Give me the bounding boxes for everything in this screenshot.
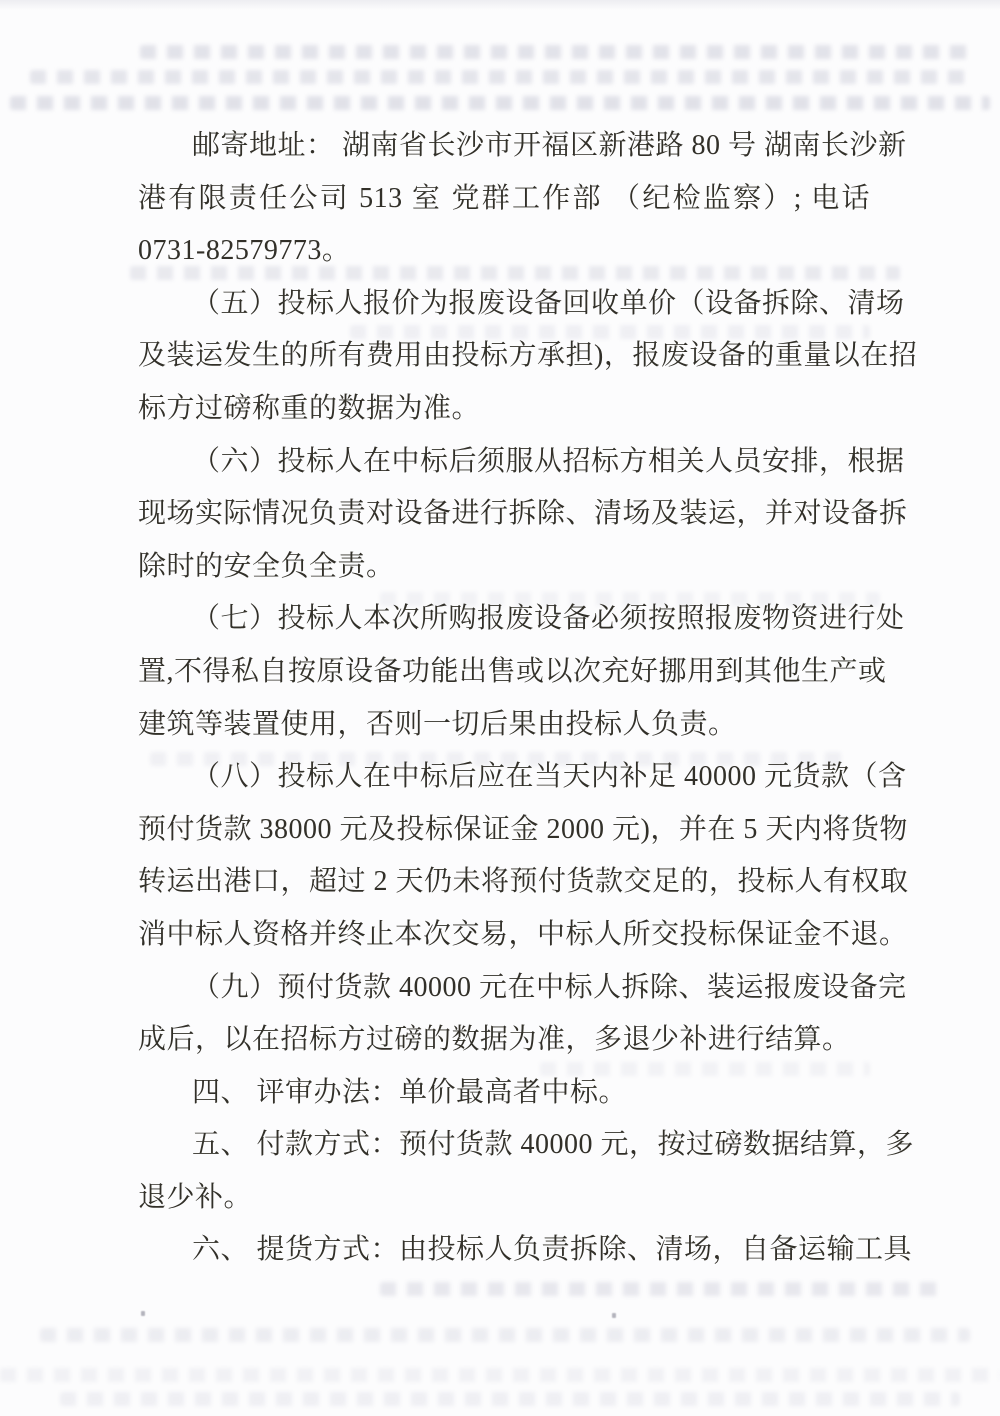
text-line: 及装运发生的所有费用由投标方承担)，报废设备的重量以在招 (138, 340, 918, 372)
bleed-through-artifact (140, 45, 970, 59)
paragraph-clause-8 (138, 751, 909, 961)
text-line: 转运出港口，超过 2 天仍未将预付货款交足的，投标人有权取 (138, 866, 909, 898)
text-line: 置,不得私自按原设备功能出售或以次充好挪用到其他生产或 (138, 655, 887, 687)
text-line: 现场实际情况负责对设备进行拆除、清场及装运，并对设备拆 (138, 498, 908, 530)
scan-edge-tint (0, 0, 1000, 10)
paragraph-section-6-pickup-method (138, 1224, 913, 1277)
text-line: （七）投标人本次所购报废设备必须按照报废物资进行处 (192, 603, 905, 635)
document-body (138, 120, 918, 1277)
text-line: 港有限责任公司 513 室 党群工作部 （纪检监察）; 电话 (138, 182, 870, 214)
text-line: 0731-82579773。 (138, 235, 351, 267)
text-line: 四、 评审办法：单价最高者中标。 (192, 1076, 628, 1108)
text-line: 五、 付款方式：预付货款 40000 元，按过磅数据结算，多 (192, 1129, 915, 1161)
bleed-through-artifact (0, 1368, 1000, 1382)
text-line: （八）投标人在中标后应在当天内补足 40000 元货款（含 (192, 761, 907, 793)
paragraph-clause-6 (138, 436, 908, 594)
text-line: 除时的安全负全责。 (138, 550, 395, 582)
bleed-through-artifact (30, 70, 970, 84)
text-line: 邮寄地址： 湖南省长沙市开福区新港路 80 号 湖南长沙新 (192, 130, 907, 161)
text-line: 消中标人资格并终止本次交易，中标人所交投标保证金不退。 (138, 918, 908, 950)
ink-speck (141, 1311, 145, 1316)
bleed-through-artifact (10, 96, 990, 110)
text-line: 预付货款 38000 元及投标保证金 2000 元)，并在 5 天内将货物 (138, 813, 908, 845)
bleed-through-artifact (40, 1328, 970, 1342)
text-line: （六）投标人在中标后须服从招标方相关人员安排，根据 (192, 445, 905, 477)
paragraph-clause-7 (138, 593, 905, 751)
paragraph-section-5-payment-method (138, 1119, 915, 1224)
text-line: 标方过磅称重的数据为准。 (138, 392, 481, 424)
text-line: 六、 提货方式：由投标人负责拆除、清场，自备运输工具 (192, 1234, 913, 1266)
paragraph-clause-9 (138, 962, 907, 1067)
text-line: 建筑等装置使用，否则一切后果由投标人负责。 (138, 708, 737, 740)
paragraph-mailing-address (138, 120, 907, 278)
paragraph-clause-5 (138, 278, 918, 436)
bleed-through-artifact (60, 1392, 960, 1406)
text-line: 退少补。 (138, 1181, 253, 1213)
text-line: 成后，以在招标方过磅的数据为准，多退少补进行结算。 (138, 1024, 851, 1056)
bleed-through-artifact (380, 1282, 940, 1296)
text-line: （九）预付货款 40000 元在中标人拆除、装运报废设备完 (192, 971, 907, 1003)
text-line: （五）投标人报价为报废设备回收单价（设备拆除、清场 (192, 287, 905, 319)
paragraph-section-4-review-method (138, 1067, 870, 1120)
ink-speck (612, 1313, 616, 1318)
